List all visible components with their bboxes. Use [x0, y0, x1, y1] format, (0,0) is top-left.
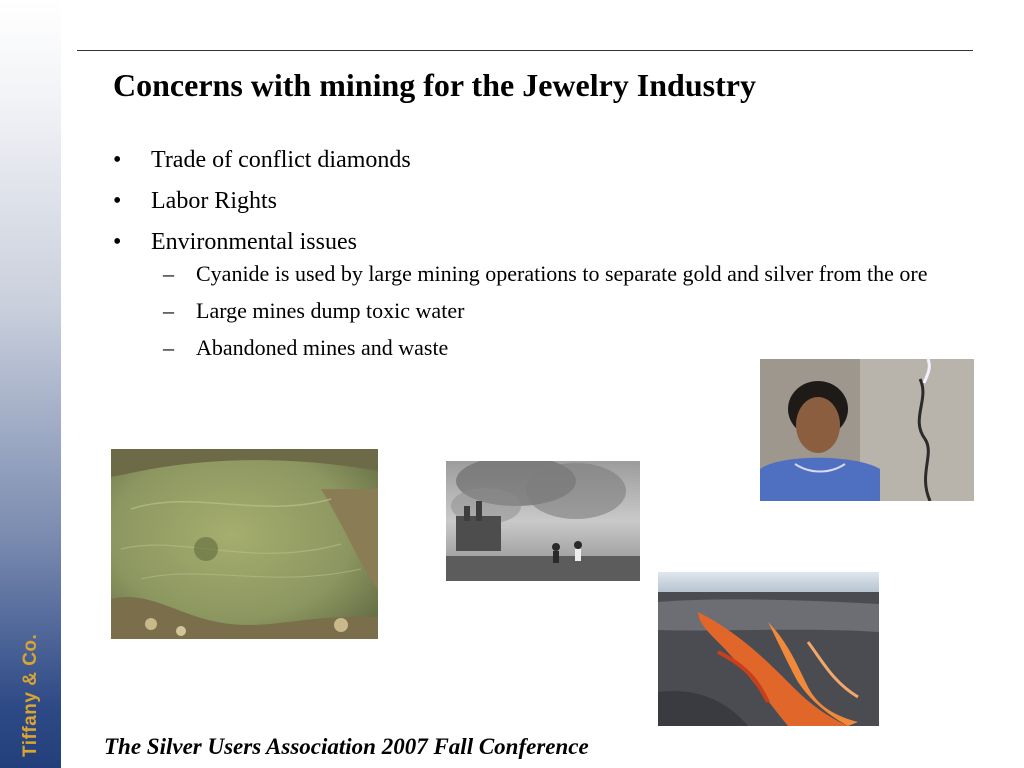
- sub-bullet-text: Cyanide is used by large mining operations to separate gold and silver from the ore: [196, 261, 928, 286]
- sub-bullet-mark: –: [163, 261, 174, 286]
- sub-bullet-list: [113, 259, 933, 363]
- sub-bullet-text: Abandoned mines and waste: [196, 335, 449, 360]
- bullet-item: [113, 144, 933, 176]
- brand-logo-text: Tiffany & Co.: [20, 633, 41, 757]
- runoff-image: [658, 572, 879, 726]
- photo-tailings-pond: [111, 449, 378, 639]
- title-divider: [77, 50, 973, 51]
- portrait-image: [760, 359, 974, 501]
- sub-bullet-item: [113, 296, 933, 326]
- bullet-mark: •: [113, 229, 122, 255]
- bullet-text: Environmental issues: [151, 229, 357, 255]
- bullet-text: Labor Rights: [151, 188, 277, 214]
- photo-smokestack-pollution: [446, 461, 640, 581]
- bullet-mark: •: [113, 188, 122, 214]
- photo-toxic-runoff: [658, 572, 879, 726]
- sub-bullet-group: [113, 259, 933, 363]
- bullet-item: [113, 185, 933, 217]
- bullet-list: [113, 144, 933, 370]
- sub-bullet-mark: –: [163, 298, 174, 323]
- conference-footer: The Silver Users Association 2007 Fall Conference: [104, 734, 589, 759]
- sub-bullet-mark: –: [163, 335, 174, 360]
- sub-bullet-item: [113, 259, 933, 289]
- bullet-item: [113, 226, 933, 258]
- sub-bullet-text: Large mines dump toxic water: [196, 298, 465, 323]
- photo-woman-cracked-wall: [760, 359, 974, 501]
- slide-title: Concerns with mining for the Jewelry Industry: [113, 67, 756, 103]
- bullet-mark: •: [113, 147, 122, 173]
- bullet-text: Trade of conflict diamonds: [151, 147, 411, 173]
- tailings-pond-image: [111, 449, 378, 639]
- pollution-image: [446, 461, 640, 581]
